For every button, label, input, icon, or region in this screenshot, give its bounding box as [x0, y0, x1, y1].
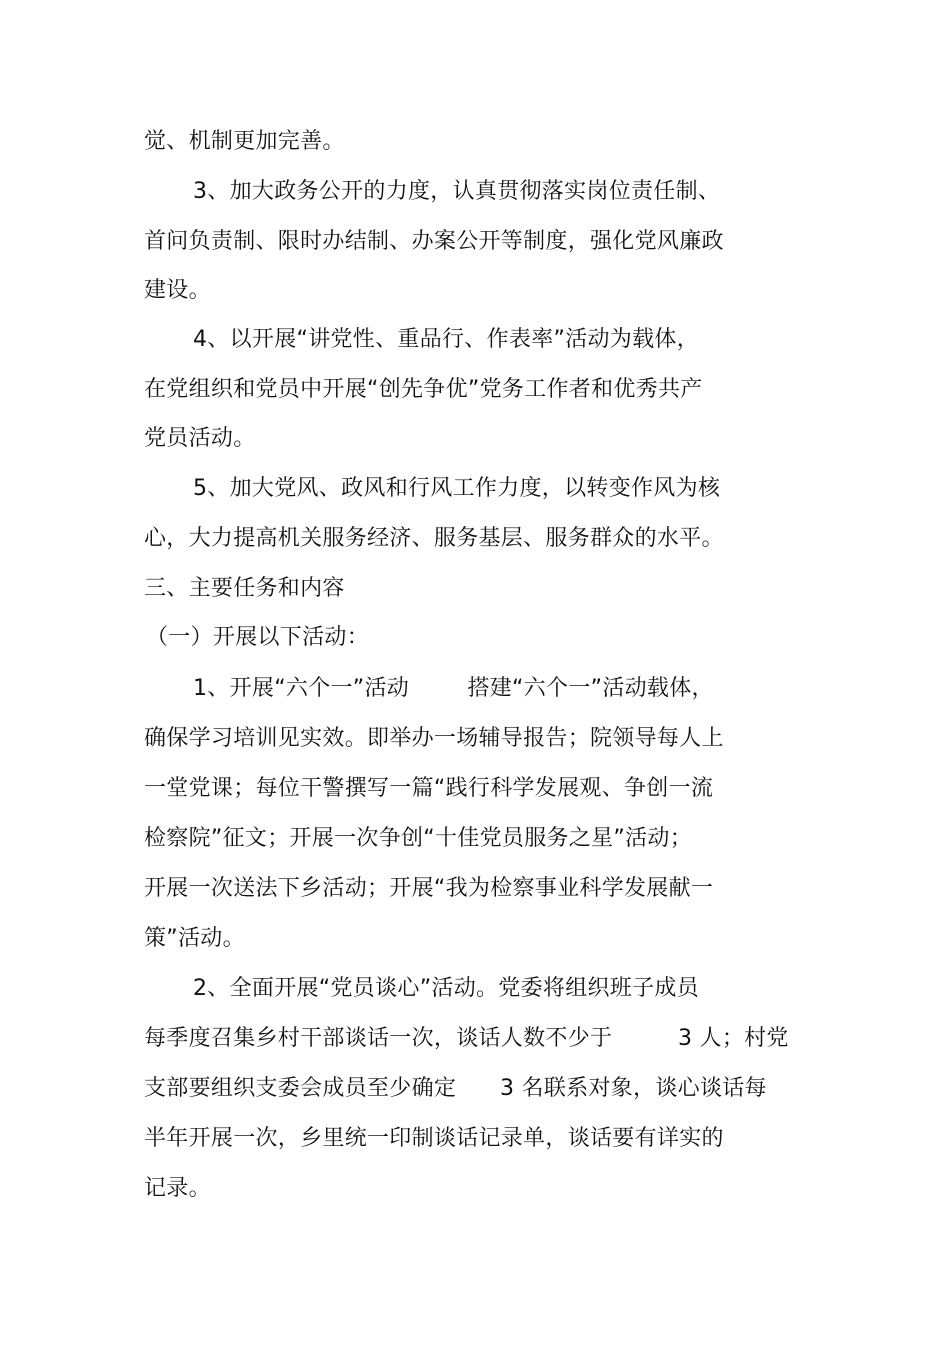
paragraph-line: 记录。: [144, 1176, 211, 1201]
paragraph-line: 开展一次送法下乡活动；开展“我为检察事业科学发展献一: [144, 876, 714, 901]
paragraph-line: 建设。: [144, 278, 211, 303]
paragraph-line: 觉、机制更加完善。: [144, 129, 345, 154]
paragraph-line: 5、加大党风、政风和行风工作力度，以转变作风为核: [193, 476, 721, 501]
paragraph-line: 4、以开展“讲党性、重品行、作表率”活动为载体，: [193, 327, 699, 352]
paragraph-line: 支部要组织支委会成员至少确定 3 名联系对象，谈心谈话每: [144, 1076, 767, 1101]
paragraph-line: 首问负责制、限时办结制、办案公开等制度，强化党风廉政: [144, 229, 724, 254]
section-heading: 三、主要任务和内容: [144, 576, 345, 601]
paragraph-line: 党员活动。: [144, 426, 256, 451]
paragraph-line: 策”活动。: [144, 926, 245, 951]
paragraph-line: 1、开展“六个一”活动 搭建“六个一”活动载体，: [193, 676, 714, 701]
paragraph-line: 半年开展一次，乡里统一印制谈话记录单，谈话要有详实的: [144, 1126, 724, 1151]
paragraph-line: 在党组织和党员中开展“创先争优”党务工作者和优秀共产: [144, 377, 703, 402]
paragraph-line: 2、全面开展“党员谈心”活动。党委将组织班子成员: [193, 976, 699, 1001]
paragraph-line: 3、加大政务公开的力度，认真贯彻落实岗位责任制、: [193, 179, 721, 204]
subsection-heading: （一）开展以下活动：: [146, 625, 370, 650]
paragraph-line: 心，大力提高机关服务经济、服务基层、服务群众的水平。: [144, 526, 724, 551]
paragraph-line: 确保学习培训见实效。即举办一场辅导报告；院领导每人上: [144, 726, 724, 751]
paragraph-line: 每季度召集乡村干部谈话一次，谈话人数不少于 3 人；村党: [144, 1026, 789, 1051]
paragraph-line: 一堂党课；每位干警撰写一篇“践行科学发展观、争创一流: [144, 776, 714, 801]
paragraph-line: 检察院”征文；开展一次争创“十佳党员服务之星”活动；: [144, 826, 692, 851]
